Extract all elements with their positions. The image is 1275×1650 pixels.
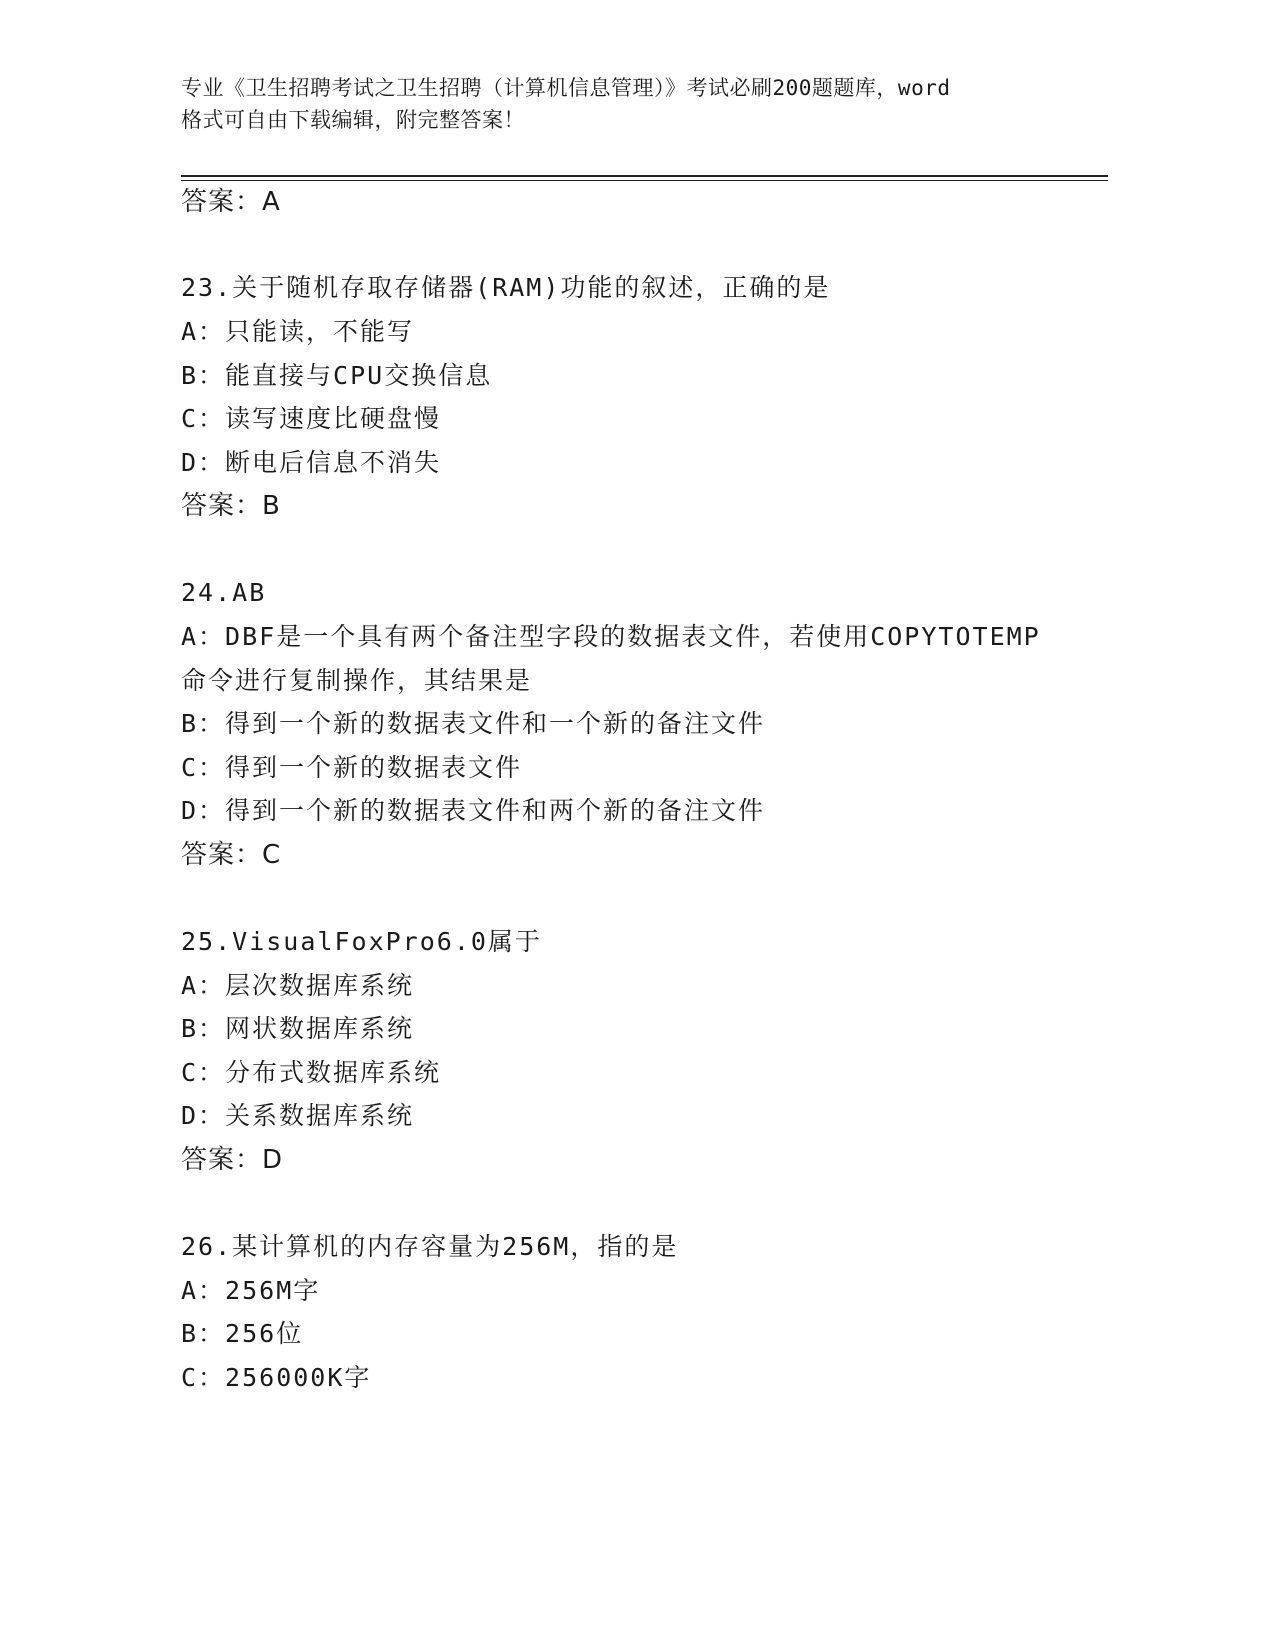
question-25-option-b: B：网状数据库系统 [181,1014,415,1043]
question-24-stem: 24.AB [181,578,267,607]
question-24-option-c: C：得到一个新的数据表文件 [181,753,523,782]
header-divider-thin [181,180,1108,181]
question-25-option-d: D：关系数据库系统 [181,1101,415,1130]
question-24-option-b: B：得到一个新的数据表文件和一个新的备注文件 [181,709,766,738]
answer-25: 答案：D [181,1145,284,1175]
question-23-option-b: B：能直接与CPU交换信息 [181,361,493,390]
question-23-option-d: D：断电后信息不消失 [181,448,442,477]
question-25-option-c: C：分布式数据库系统 [181,1058,442,1087]
question-23-option-c: C：读写速度比硬盘慢 [181,404,442,433]
question-25-stem: 25.VisualFoxPro6.0属于 [181,927,542,956]
document-header [181,72,1061,136]
question-23-stem: 23.关于随机存取存储器(RAM)功能的叙述，正确的是 [181,273,831,302]
question-23-option-a: A：只能读，不能写 [181,317,415,346]
question-26-option-c: C：256000K字 [181,1363,372,1392]
answer-22: 答案：A [181,187,281,217]
header-line-2: 格式可自由下载编辑，附完整答案！ [181,108,525,132]
answer-23: 答案：B [181,491,281,521]
question-24-option-a-line-2: 命令进行复制操作，其结果是 [181,666,533,695]
question-24-option-d: D：得到一个新的数据表文件和两个新的备注文件 [181,796,766,825]
question-24-option-a-line-1: A：DBF是一个具有两个备注型字段的数据表文件，若使用COPYTOTEMP [181,622,1041,651]
question-26-option-a: A：256M字 [181,1276,321,1305]
header-line-1: 专业《卫生招聘考试之卫生招聘（计算机信息管理）》考试必刷200题题库，word [181,76,951,100]
header-divider [181,175,1108,177]
question-26-stem: 26.某计算机的内存容量为256M，指的是 [181,1232,679,1261]
answer-24: 答案：C [181,840,282,870]
question-25-option-a: A：层次数据库系统 [181,971,415,1000]
question-26-option-b: B：256位 [181,1319,304,1348]
